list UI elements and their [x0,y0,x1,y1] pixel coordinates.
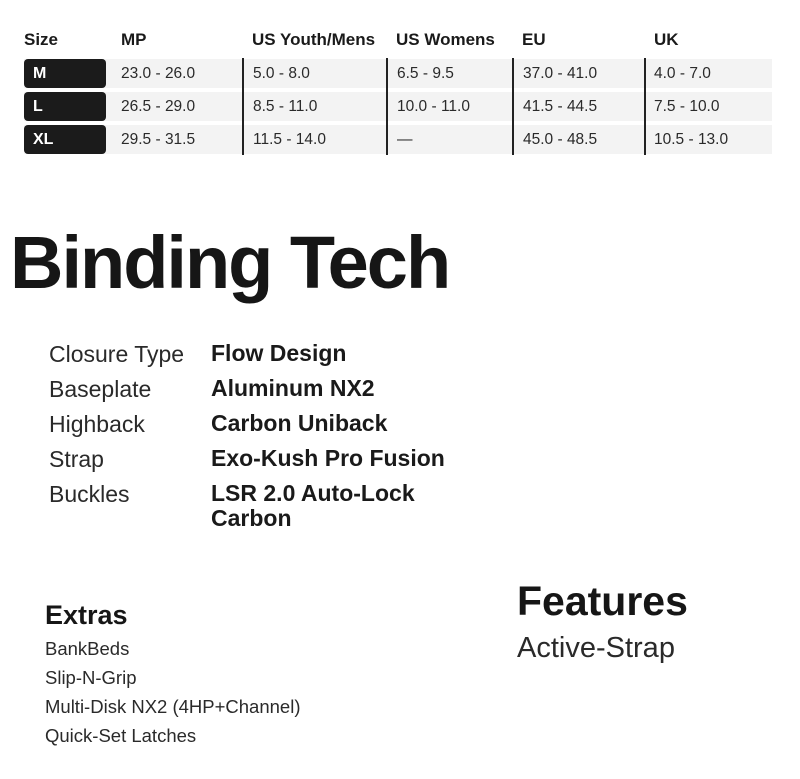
cell-eu: 45.0 - 48.5 [523,131,598,148]
spec-label: Strap [49,446,104,472]
column-divider [386,58,388,155]
spec-label: Buckles [49,481,130,507]
section-title-extras: Extras [45,600,128,630]
cell-us-womens: — [397,131,413,148]
header-us-youth-mens: US Youth/Mens [252,30,376,49]
column-divider [242,58,244,155]
table-row [24,59,772,88]
section-title-binding-tech: Binding Tech [10,221,450,304]
table-row [24,92,772,121]
header-eu: EU [522,30,546,49]
cell-mp: 29.5 - 31.5 [121,131,196,148]
header-mp: MP [121,30,147,49]
list-item: Slip-N-Grip [45,667,137,688]
cell-mp: 26.5 - 29.0 [121,98,196,115]
cell-us-womens: 10.0 - 11.0 [397,98,470,115]
spec-value: Flow Design [211,340,347,366]
size-badge: L [24,92,106,121]
spec-value: Aluminum NX2 [211,375,375,401]
table-row [24,125,772,154]
list-item: Quick-Set Latches [45,725,197,746]
spec-value: LSR 2.0 Auto-Lock Carbon [211,480,415,531]
cell-uk: 7.5 - 10.0 [654,98,720,115]
list-item: BankBeds [45,638,130,659]
spec-label: Highback [49,411,145,437]
column-divider [512,58,514,155]
spec-label: Baseplate [49,376,152,402]
size-badge: XL [24,125,106,154]
cell-us-youth-mens: 5.0 - 8.0 [253,65,310,82]
cell-us-youth-mens: 11.5 - 14.0 [253,131,326,148]
cell-uk: 4.0 - 7.0 [654,65,711,82]
cell-eu: 37.0 - 41.0 [523,65,598,82]
cell-us-youth-mens: 8.5 - 11.0 [253,98,318,115]
size-badge: M [24,59,106,88]
list-item: Active-Strap [517,632,675,664]
cell-mp: 23.0 - 26.0 [121,65,196,82]
header-uk: UK [654,30,679,49]
spec-value: Exo-Kush Pro Fusion [211,445,445,471]
cell-uk: 10.5 - 13.0 [654,131,729,148]
cell-eu: 41.5 - 44.5 [523,98,598,115]
header-us-womens: US Womens [396,30,495,49]
spec-value: Carbon Uniback [211,410,388,436]
cell-us-womens: 6.5 - 9.5 [397,65,454,82]
column-divider [644,58,646,155]
list-item: Multi-Disk NX2 (4HP+Channel) [45,696,301,717]
section-title-features: Features [517,578,688,624]
header-size: Size [24,30,59,49]
spec-label: Closure Type [49,341,185,367]
